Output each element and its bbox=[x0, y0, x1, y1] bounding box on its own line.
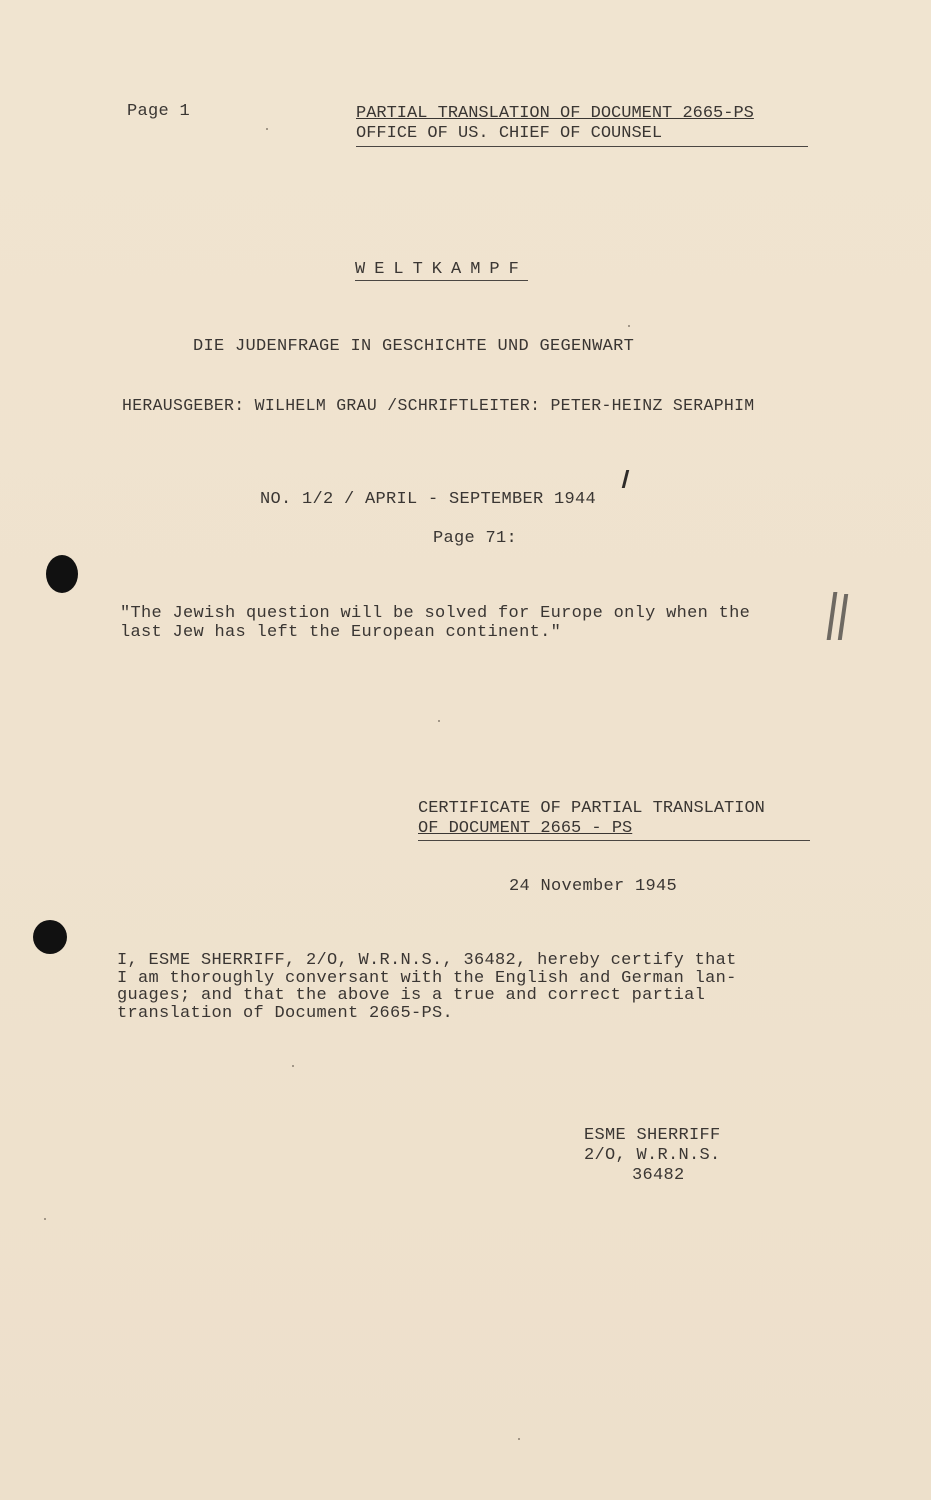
quote-line-1: "The Jewish question will be solved for Europe only when the bbox=[120, 604, 751, 623]
margin-mark-icon bbox=[838, 594, 848, 640]
certificate-date: 24 November 1945 bbox=[509, 877, 678, 896]
publication-title: WELTKAMPF bbox=[355, 260, 528, 279]
publication-subtitle: DIE JUDENFRAGE IN GESCHICHTE UND GEGENWART bbox=[193, 337, 635, 356]
punch-hole bbox=[46, 555, 78, 593]
paper-speck bbox=[44, 1218, 46, 1220]
signature-number: 36482 bbox=[632, 1166, 685, 1185]
quote-line-2: last Jew has left the European continent." bbox=[120, 623, 562, 642]
handwritten-correction-mark bbox=[622, 470, 629, 488]
certificate-body-line-1: I, ESME SHERRIFF, 2/O, W.R.N.S., 36482, hereby certify that bbox=[117, 951, 737, 970]
page-label: Page 1 bbox=[127, 102, 191, 121]
paper-speck bbox=[438, 720, 440, 722]
paper-speck bbox=[292, 1065, 294, 1067]
certificate-body bbox=[117, 952, 737, 1022]
certificate-body-line-3: guages; and that the above is a true and correct partial bbox=[117, 986, 706, 1005]
certificate-title-line-2: OF DOCUMENT 2665 - PS bbox=[418, 819, 633, 838]
header-translation-title: PARTIAL TRANSLATION OF DOCUMENT 2665-PS bbox=[356, 104, 754, 123]
paper-speck bbox=[628, 325, 630, 327]
signature-name: ESME SHERRIFF bbox=[584, 1126, 721, 1145]
certificate-title bbox=[418, 799, 810, 841]
certificate-body-line-4: translation of Document 2665-PS. bbox=[117, 1003, 454, 1023]
signature-block bbox=[584, 1126, 721, 1186]
punch-hole bbox=[33, 920, 67, 954]
paper-speck bbox=[518, 1438, 520, 1440]
document-header bbox=[356, 104, 808, 147]
certificate-title-line-1: CERTIFICATE OF PARTIAL TRANSLATION bbox=[418, 799, 765, 818]
signature-rank: 2/O, W.R.N.S. bbox=[584, 1146, 721, 1165]
header-office: OFFICE OF US. CHIEF OF COUNSEL bbox=[356, 124, 663, 143]
certificate-body-line-2: I am thoroughly conversant with the English and German lan- bbox=[117, 968, 737, 988]
paper-speck bbox=[266, 128, 268, 130]
publication-editors: HERAUSGEBER: WILHELM GRAU /SCHRIFTLEITER: PETER-HEINZ SERAPHIM bbox=[122, 396, 755, 415]
issue-info: NO. 1/2 / APRIL - SEPTEMBER 1944 bbox=[260, 490, 597, 509]
page-reference: Page 71: bbox=[433, 529, 518, 548]
margin-mark-icon bbox=[827, 592, 838, 640]
quoted-passage bbox=[120, 604, 750, 642]
